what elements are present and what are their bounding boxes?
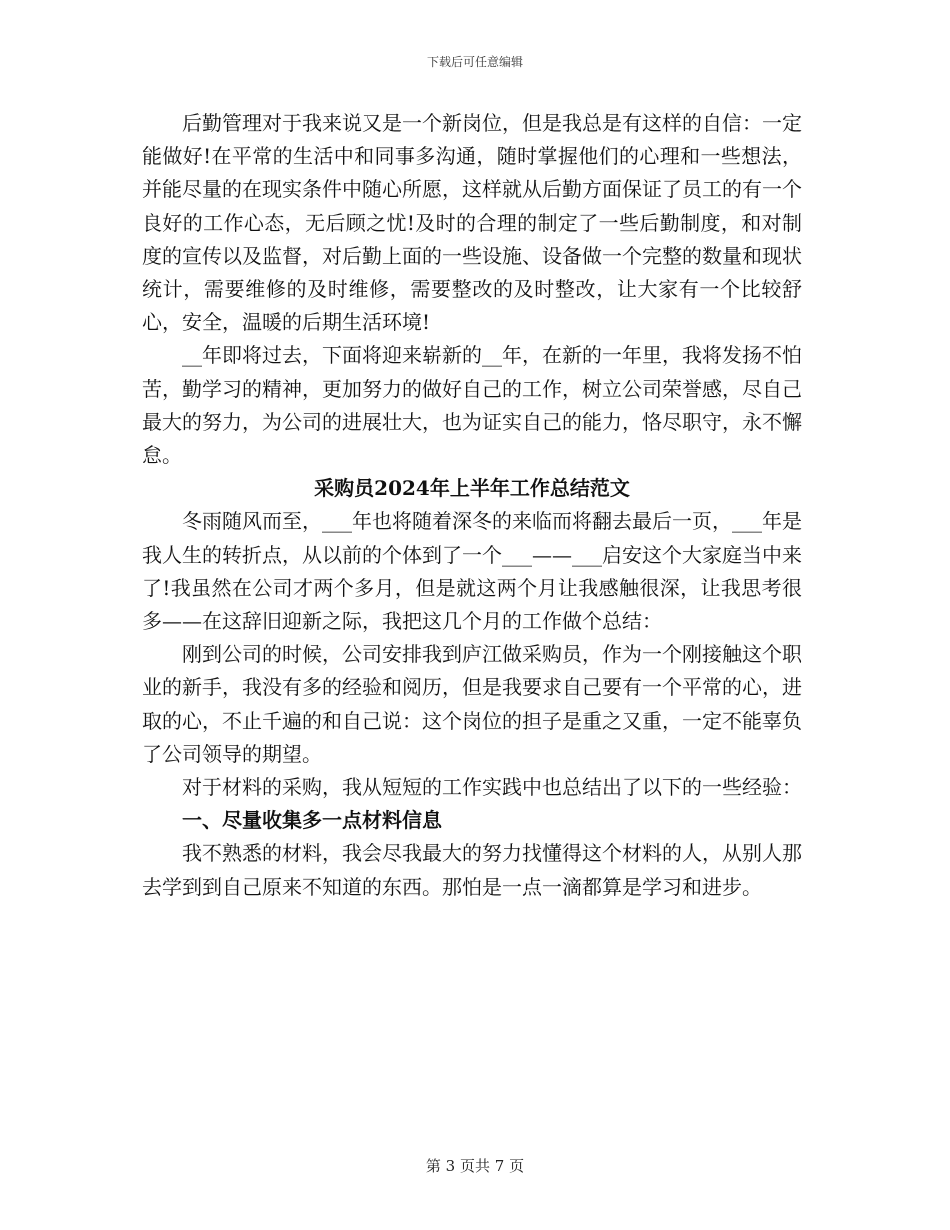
paragraph-experience: 对于材料的采购，我从短短的工作实践中也总结出了以下的一些经验： <box>182 775 802 800</box>
page-number: 第 3 页共 7 页 <box>425 1157 525 1175</box>
paragraph-learning: 我不熟悉的材料，我会尽我最大的努力找懂得这个材料的人，从别人那去学到到自己原来不知道的东西。那怕是一点一滴都算是学习和进步。 <box>142 841 802 899</box>
paragraph-logistics: 后勤管理对于我来说又是一个新岗位，但是我总是有这样的自信：一定能做好!在平常的生活中和同事多沟通，随时掌握他们的心理和一些想法，并能尽量的在现实条件中随心所愿，这样就从后勤方面保证了员工的有一个良好的工作心态，无后顾之忧!及时的合理的制定了一些后勤制度，和对制度的宣传以及监督，对后勤上面的一些设施、设备做一个完整的数量和现状统计，需要维修的及时维修，需要整改的及时整改，让大家有一个比较舒心，安全，温暖的后期生活环境! <box>142 111 802 335</box>
paragraph-arrival: 刚到公司的时候，公司安排我到庐江做采购员，作为一个刚接触这个职业的新手，我没有多的经验和阅历，但是我要求自己要有一个平常的心，进取的心，不止千遍的和自己说：这个岗位的担子是重之又重，一定不能辜负了公司领导的期望。 <box>142 642 802 766</box>
paragraph-new-year: __年即将过去，下面将迎来崭新的__年，在新的一年里，我将发扬不怕苦，勤学习的精神，更加努力的做好自己的工作，树立公司荣誉感，尽自己最大的努力，为公司的进展壮大，也为证实自己的能力，恪尽职守，永不懈怠。 <box>142 343 802 468</box>
subheading-collect-info: 一、尽量收集多一点材料信息 <box>182 808 442 833</box>
document-body <box>142 107 802 904</box>
section-title: 采购员2024年上半年工作总结范文 <box>314 476 630 501</box>
paragraph-intro: 冬雨随风而至，___年也将随着深冬的来临而将翻去最后一页，___年是我人生的转折点，从以前的个体到了一个___——___启安这个大家庭当中来了!我虽然在公司才两个多月，但是就这两个月让我感触很深，让我思考很多——在这辞旧迎新之际，我把这几个月的工作做个总结： <box>142 509 802 634</box>
header-note: 下载后可任意编辑 <box>426 55 523 69</box>
